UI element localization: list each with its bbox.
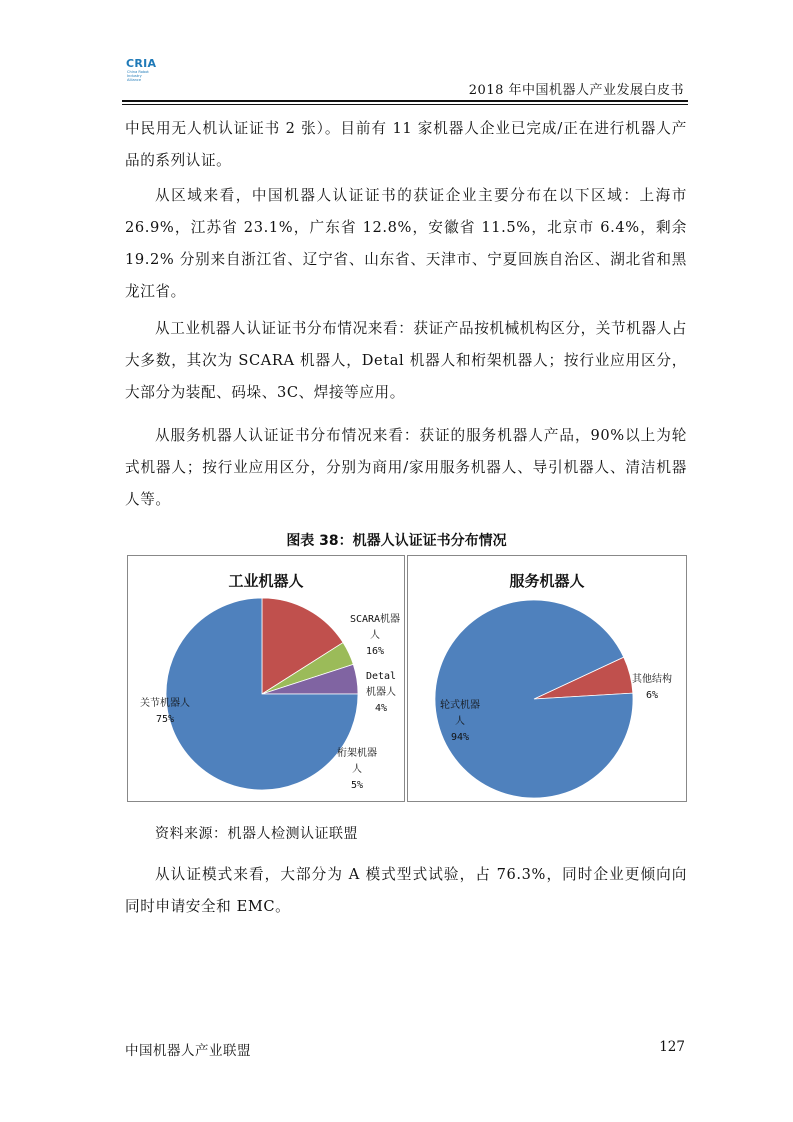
slice-label-text: 关节机器人 bbox=[140, 698, 190, 709]
header-title: 2018 年中国机器人产业发展白皮书 bbox=[468, 83, 684, 98]
figure-source: 资料来源：机器人检测认证联盟 bbox=[155, 826, 358, 842]
page-number: 127 bbox=[659, 1039, 685, 1055]
slice-label-pct: 16% bbox=[365, 646, 385, 657]
slice-label-text: 桁架机器人 bbox=[337, 748, 377, 775]
slice-label-other bbox=[626, 672, 678, 704]
slice-label-pct: 6% bbox=[645, 690, 659, 701]
logo-text: CRIA bbox=[126, 57, 157, 70]
slice-label-pct: 94% bbox=[450, 732, 470, 743]
figure-title: 图表 38：机器人认证证书分布情况 bbox=[286, 533, 507, 549]
chart-title: 工业机器人 bbox=[228, 572, 304, 590]
logo-subtext: China Robot Industry Alliance bbox=[127, 70, 149, 83]
chart-title: 服务机器人 bbox=[509, 572, 585, 590]
slice-label-joint bbox=[120, 696, 210, 728]
slice-label-gantry bbox=[333, 746, 381, 794]
slice-label-text: Detal机器人 bbox=[365, 671, 397, 698]
slice-label-pct: 75% bbox=[155, 714, 175, 725]
service-robot-chart bbox=[407, 555, 687, 802]
header-rule bbox=[122, 100, 688, 102]
slice-label-wheeled bbox=[438, 698, 482, 746]
slice-label-pct: 4% bbox=[374, 703, 388, 714]
slice-label-scara bbox=[346, 612, 404, 660]
slice-label-text: 轮式机器人 bbox=[440, 700, 480, 727]
slice-label-text: SCARA机器人 bbox=[349, 614, 401, 641]
cria-logo bbox=[126, 57, 158, 87]
paragraph-4: 从服务机器人认证证书分布情况来看：获证的服务机器人产品，90%以上为轮式机器人；按行业应用区分，分别为商用/家用服务机器人、导引机器人、清洁机器人等。 bbox=[125, 427, 687, 508]
industrial-robot-chart bbox=[127, 555, 405, 802]
slice-label-pct: 5% bbox=[350, 780, 364, 791]
header-rule-thin bbox=[122, 104, 688, 105]
footer-org: 中国机器人产业联盟 bbox=[125, 1043, 251, 1059]
slice-label-detal bbox=[360, 669, 402, 717]
closing-paragraph: 从认证模式来看，大部分为 A 模式型式试验，占 76.3%，同时企业更倾向向同时申请安全和 EMC。 bbox=[125, 866, 687, 915]
paragraph-1: 中民用无人机认证证书 2 张）。目前有 11 家机器人企业已完成/正在进行机器人产品的系列认证。 bbox=[125, 120, 687, 169]
slice-label-text: 其他结构 bbox=[632, 674, 672, 685]
paragraph-3: 从工业机器人认证证书分布情况来看：获证产品按机械机构区分，关节机器人占大多数，其次为 SCARA 机器人，Detal 机器人和桁架机器人；按行业应用区分，大部分为装配、码垛、3C、焊接等应用。 bbox=[125, 320, 687, 401]
paragraph-2: 从区域来看，中国机器人认证证书的获证企业主要分布在以下区域：上海市 26.9%，江苏省 23.1%，广东省 12.8%，安徽省 11.5%，北京市 6.4%，剩余 19.2% 分别来自浙江省、辽宁省、山东省、天津市、宁夏回族自治区、湖北省和黑龙江省。 bbox=[125, 187, 687, 300]
